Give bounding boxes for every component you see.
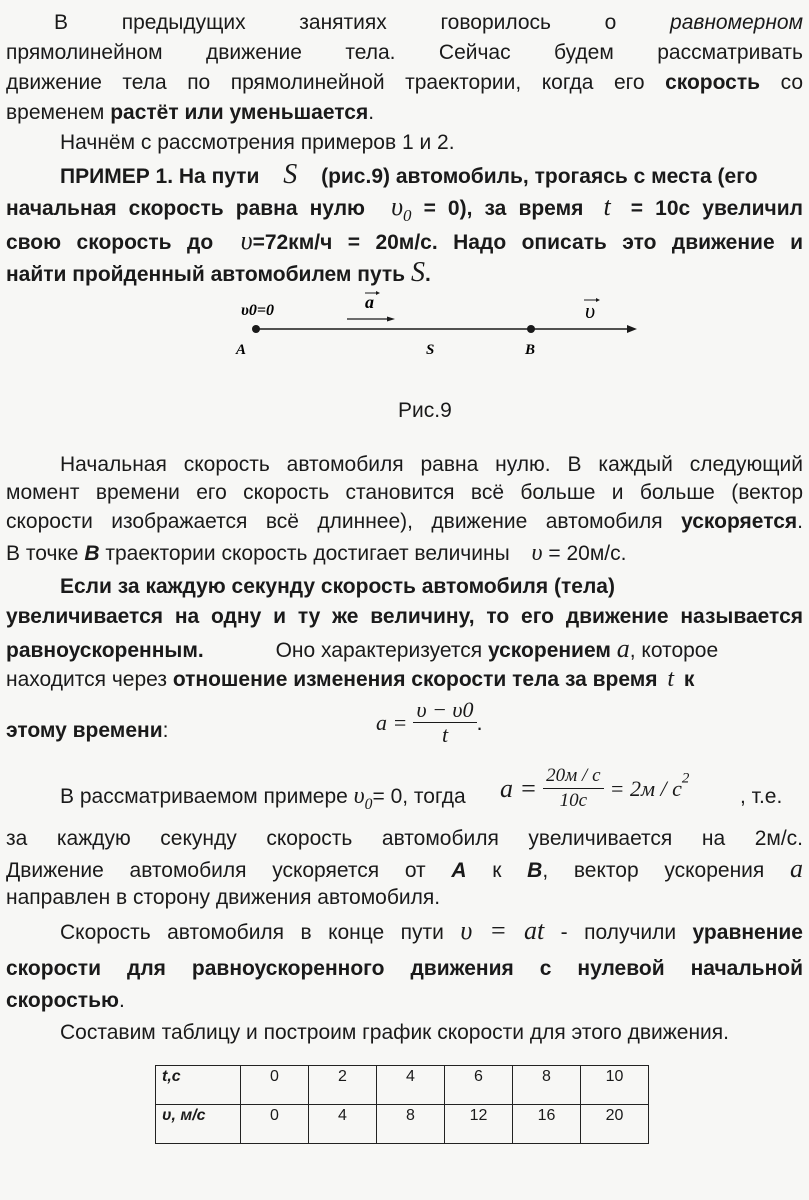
- time-cell: 0: [241, 1066, 309, 1105]
- accel-line-3: скорости изображается всё длиннее), движение автомобиля ускоряется.: [6, 510, 803, 533]
- velocity-cell: 4: [309, 1105, 377, 1144]
- time-cell: 2: [309, 1066, 377, 1105]
- definition-line-1: Если за каждую секунду скорость автомобиля (тела): [60, 575, 615, 598]
- speed-line-2: скорости для равноускоренного движения с нулевой начальной: [6, 957, 803, 980]
- point-b-dot: [527, 325, 535, 333]
- label-a: a: [365, 292, 374, 312]
- accel-line-4: В точке B траектории скорость достигает величины υ = 20м/с.: [6, 540, 627, 566]
- figure-caption: Рис.9: [398, 399, 452, 422]
- speed-line-3: скоростью.: [6, 989, 125, 1012]
- label-v: υ: [585, 298, 596, 323]
- intro-line-1: В предыдущих занятиях говорилось о равномерном: [54, 11, 803, 34]
- time-header: t,c: [156, 1066, 241, 1105]
- velocity-cell: 12: [445, 1105, 513, 1144]
- velocity-cell: 8: [377, 1105, 445, 1144]
- time-cell: 8: [513, 1066, 581, 1105]
- definition-line-3: равноускоренным. Оно характеризуется ускорением a, которое: [6, 634, 719, 663]
- label-v0: υ0=0: [241, 302, 274, 319]
- calc-line-1: В рассматриваемом примере $\upsilon_0= 0$, тогда: [60, 783, 466, 813]
- calc-line-4: направлен в сторону движения автомобиля.: [6, 886, 441, 909]
- point-a-dot: [252, 325, 260, 333]
- time-cell: 10: [581, 1066, 649, 1105]
- velocity-cell: 0: [241, 1105, 309, 1144]
- velocity-table: [155, 1065, 649, 1144]
- time-row: [156, 1066, 649, 1105]
- label-point-b: B: [525, 342, 536, 358]
- intro-line-2: прямолинейном движение тела. Сейчас будем рассматривать: [6, 41, 803, 64]
- label-path-s: S: [426, 342, 435, 358]
- velocity-header: υ, м/с: [156, 1105, 241, 1144]
- definition-line-5: этому времени:: [6, 719, 169, 742]
- definition-line-2: увеличивается на одну и ту же величину, то его движение называется: [6, 605, 803, 628]
- accel-line-2: момент времени его скорость становится всё больше и больше (вектор: [6, 481, 803, 504]
- symbol-t: t: [603, 192, 611, 221]
- definition-line-4: находится через отношение изменения скорости тела за время t к: [6, 666, 695, 692]
- time-cell: 6: [445, 1066, 513, 1105]
- velocity-cell: 20: [581, 1105, 649, 1144]
- speed-line-1: Скорость автомобиля в конце пути υ = at - получили уравнение: [60, 916, 803, 945]
- trajectory-arrowhead: [627, 325, 637, 333]
- example1-line-1: ПРИМЕР 1. На пути S (рис.9) автомобиль, трогаясь с места (его: [60, 159, 758, 190]
- term-uniform: равномерном: [670, 11, 803, 34]
- accel-line-1: Начальная скорость автомобиля равна нулю. В каждый следующий: [60, 453, 803, 476]
- speed-formula: υ = at: [460, 916, 545, 945]
- table-intro: Составим таблицу и построим график скорости для этого движения.: [60, 1021, 729, 1044]
- calc-line-1-end: , т.е.: [740, 785, 783, 808]
- intro-line-3: движение тела по прямолинейной траектории, когда его скорость со: [6, 71, 803, 94]
- example1-line-2: начальная скорость равна нулю $\upsilon_0 = 0$), за время t = 10с увеличил: [6, 192, 803, 226]
- calc-line-3: Движение автомобиля ускоряется от A к B, вектор ускорения a: [6, 854, 803, 883]
- acceleration-arrow: [387, 317, 395, 322]
- label-point-a: A: [236, 342, 247, 358]
- symbol-s: S: [283, 159, 298, 190]
- acceleration-formula: a = $\frac{\upsilon - \upsilon 0}{t}$ .: [376, 697, 483, 747]
- calc-line-2: за каждую секунду скорость автомобиля увеличивается на 2м/с.: [6, 827, 803, 850]
- acceleration-calculation: a = $\frac{20м / с}{10с}$ = $2м / с^2$: [500, 765, 690, 811]
- intro-examples-line: Начнём с рассмотрения примеров 1 и 2.: [60, 131, 455, 154]
- example1-line-4: найти пройденный автомобилем путь S.: [6, 257, 431, 288]
- velocity-row: [156, 1105, 649, 1144]
- time-cell: 4: [377, 1066, 445, 1105]
- example1-line-3: свою скорость до υ=72км/ч = 20м/с. Надо описать это движение и: [6, 226, 803, 255]
- intro-line-4: временем растёт или уменьшается.: [6, 101, 375, 124]
- velocity-cell: 16: [513, 1105, 581, 1144]
- figure-9-diagram: [225, 288, 645, 360]
